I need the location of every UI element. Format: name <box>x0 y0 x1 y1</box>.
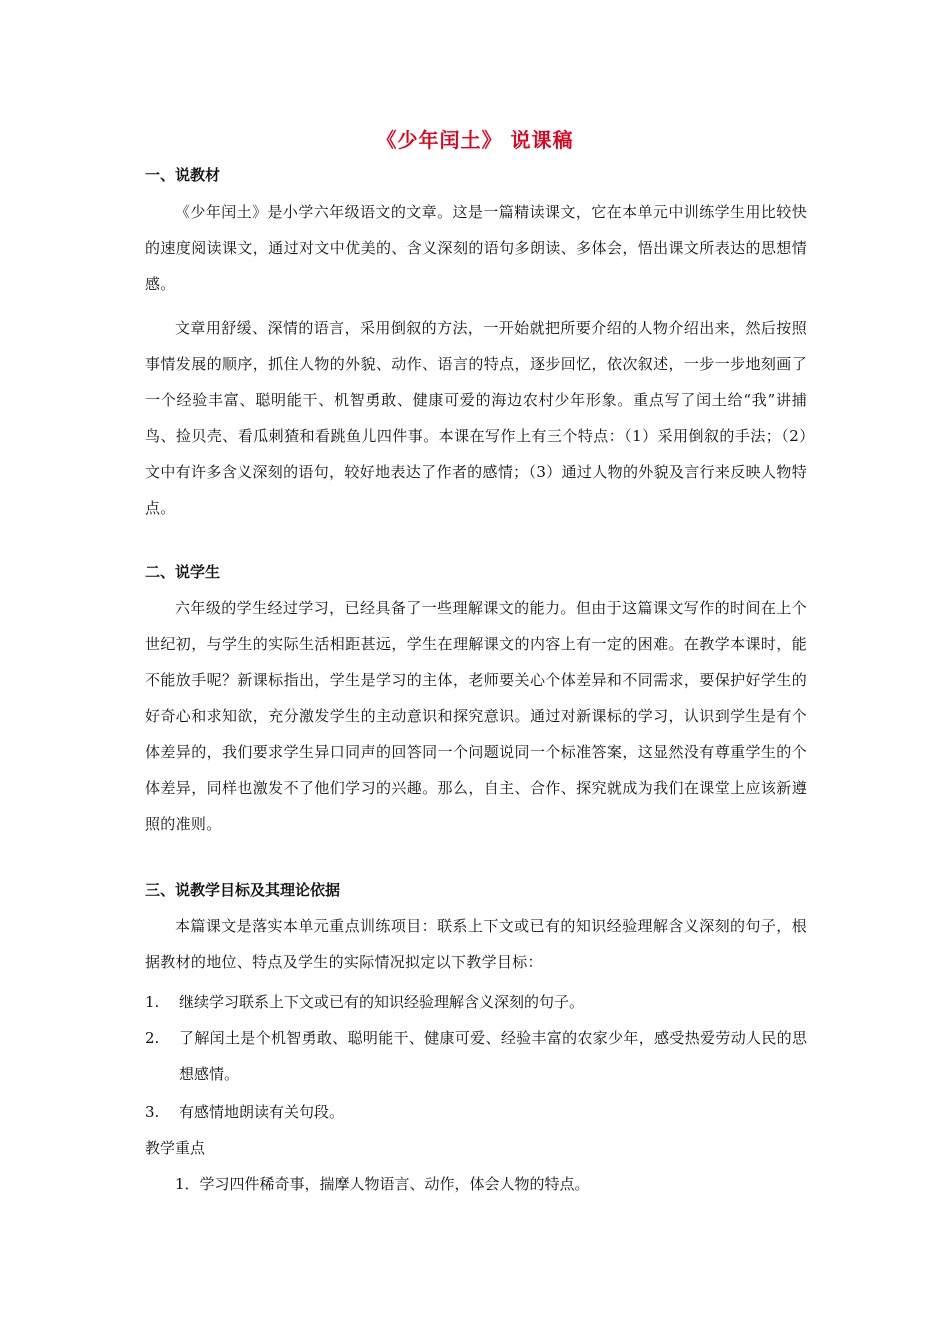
objective-number: 3. <box>145 1103 160 1121</box>
section-heading-objectives: 三、说教学目标及其理论依据 <box>145 881 341 899</box>
paragraph-textbook-intro: 《少年闰土》是小学六年级语文的文章。这是一篇精读课文，它在本单元中训练学生用比较快的速度阅读课文，通过对文中优美的、含义深刻的语句多朗读、多体会，悟出课文所表达的思想情感。 <box>145 203 807 293</box>
paragraph-textbook-analysis: 文章用舒缓、深情的语言，采用倒叙的方法，一开始就把所要介绍的人物介绍出来，然后按照事情发展的顺序，抓住人物的外貌、动作、语言的特点，逐步回忆，依次叙述，一步一步地刻画了一个经验丰富、聪明能干、机智勇敢、健康可爱的海边农村少年形象。重点写了闰土给“我”讲捕鸟、捡贝壳、看瓜刺猹和看跳鱼儿四件事。本课在写作上有三个特点：（1）采用倒叙的手法；（2）文中有许多含义深刻的语句，较好地表达了作者的感情；（3）通过人物的外貌及言行来反映人物特点。 <box>145 319 807 517</box>
objective-item-1 <box>145 984 807 1020</box>
paragraph-objectives-intro: 本篇课文是落实本单元重点训练项目：联系上下文或已有的知识经验理解含义深刻的句子，根据教材的地位、特点及学生的实际情况拟定以下教学目标： <box>145 917 807 971</box>
section-heading-textbook: 一、说教材 <box>145 166 221 184</box>
key-points-label: 教学重点 <box>145 1139 206 1157</box>
objective-text: 继续学习联系上下文或已有的知识经验理解含义深刻的句子。 <box>179 993 585 1011</box>
objective-text: 有感情地朗读有关句段。 <box>179 1103 345 1121</box>
objective-text: 了解闰土是个机智勇敢、聪明能干、健康可爱、经验丰富的农家少年，感受热爱劳动人民的思想感情。 <box>179 1029 807 1083</box>
objective-number: 2. <box>145 1029 160 1047</box>
key-point-item-1: 1．学习四件稀奇事，揣摩人物语言、动作，体会人物的特点。 <box>175 1175 590 1193</box>
paragraph-students: 六年级的学生经过学习，已经具备了一些理解课文的能力。但由于这篇课文写作的时间在上个世纪初，与学生的实际生活相距甚远，学生在理解课文的内容上有一定的困难。在教学本课时，能不能放手呢？新课标指出，学生是学习的主体，老师要关心个体差异和不同需求，要保护好学生的好奇心和求知欲，充分激发学生的主动意识和探究意识。通过对新课标的学习，认识到学生是有个体差异的，我们要求学生异口同声的回答同一个问题说同一个标准答案，这显然没有尊重学生的个体差异，同样也激发不了他们学习的兴趣。那么，自主、合作、探究就成为我们在课堂上应该新遵照的准则。 <box>145 599 807 833</box>
objective-item-3 <box>145 1094 807 1130</box>
section-heading-students: 二、说学生 <box>145 563 221 581</box>
objective-number: 1. <box>145 993 160 1011</box>
document-title: 《少年闰土》 说课稿 <box>376 128 574 152</box>
objective-item-2 <box>145 1020 807 1092</box>
